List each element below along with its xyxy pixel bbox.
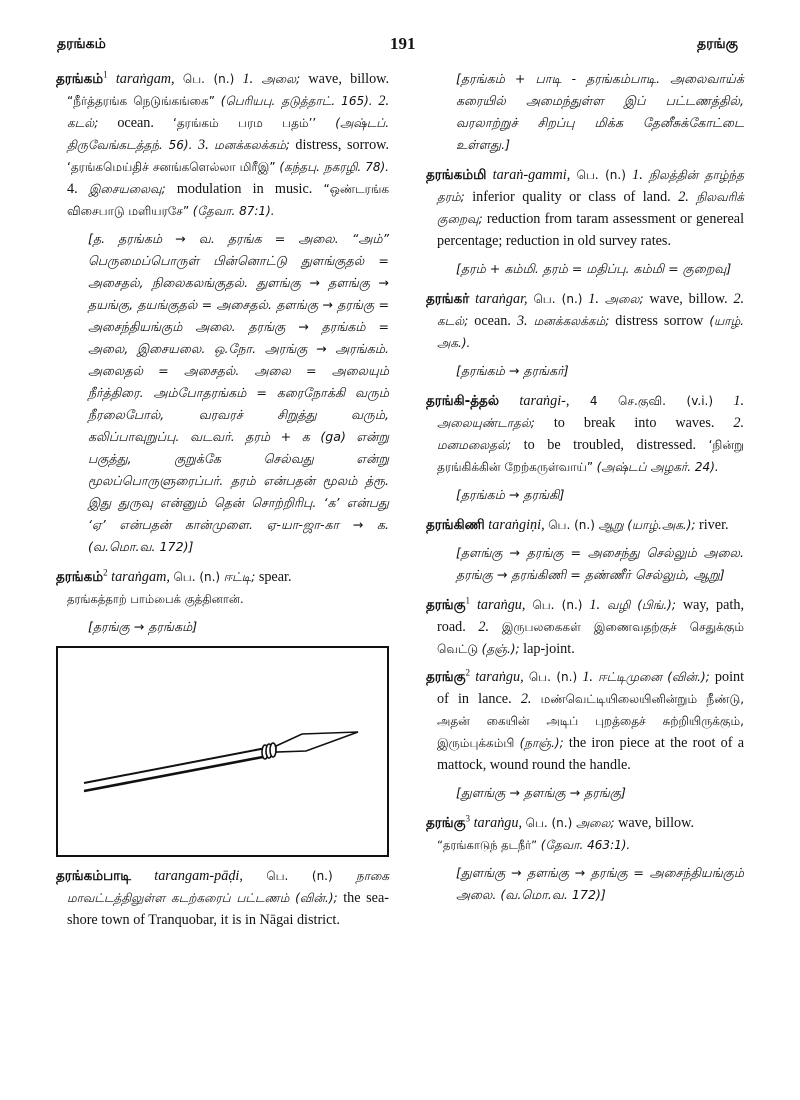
homonym-number: 1 [103,69,108,80]
citation: (யாழ். அக.). [437,314,745,350]
etymology-note: [துளங்கு → தளங்கு → தரங்கு] [456,785,626,800]
right-guideword: தரங்கு [697,36,738,52]
transliteration: taraṅgu, [473,815,523,831]
citation: (அஷ்டப் அழகர். 24). [596,460,719,474]
english-meaning: modulation in music. [176,181,313,197]
quotation-line [437,834,744,856]
tamil-meaning: மனக்கலக்கம்; [214,138,290,152]
dictionary-entry [56,566,389,610]
citation: (அஷ்டப். திருவேங்கடத்தந். 56). [67,116,390,152]
sense-number: 4. [67,181,78,197]
left-column [56,68,389,937]
english-meaning: wave, billow. [618,815,694,831]
tamil-meaning: அலை; [604,292,644,306]
dictionary-entry [426,514,744,536]
spear-figure [56,646,389,857]
tamil-meaning: அலை; [575,816,615,830]
dictionary-entry [426,666,744,776]
sense-number: 1. [589,597,601,613]
headword: தரங்கர் [426,291,470,307]
transliteration: taraṅgu, [475,669,524,685]
citation: (பிங்.); [637,598,676,612]
english-meaning: ocean. [117,115,154,131]
etymology-note: [துளங்கு → தளங்கு → தரங்கு = அசைந்தியங்கும் அலை. (வ.மொ.வ. 172)] [456,865,744,902]
etymology-note: [தரங்கம் + பாடி - தரங்கம்பாடி. அலைவாய்க் கரையில் அமைந்துள்ள இப் பட்டணத்தில், வரலாற்றுச் சிறப்பு மிக்க தேனீசுக்கோட்டை உள்ளது.] [456,71,744,152]
tamil-meaning: அலையுண்டாதல்; [437,416,535,430]
part-of-speech: பெ. (n.) [173,570,221,584]
english-meaning: to break into waves. [553,415,715,431]
headword: தரங்கம்மி [426,167,487,183]
headword: தரங்கு [426,815,466,831]
sense-number: 2. [733,415,745,431]
part-of-speech: பெ. (n.) [532,598,583,612]
headword: தரங்கு [426,597,466,613]
sense-number: 1. [588,291,599,307]
transliteration: taraṅ-gammi, [492,167,571,183]
etymology-note: [தரங்கம் → தரங்கி] [456,487,565,502]
english-meaning: lap-joint. [523,641,575,657]
etymology-note: [த. தரங்கம் → வ. தரங்க = அலை. “அம்” பெருமைப்பொருள் பின்னொட்டு துளங்குதல் = அசைதல், நிலைகலங்குதல். துளங்கு → தளங்கு → தயங்கு, தயங்குதல் = அசைதல். தளங்கு → தரங்கு = அசைந்தியங்கும் அலை. தரங்கு → தரங்கம் = அலை, இசையலை. ஒ.நோ. அரங்கு → அரங்கம். அலைதல் = அசைதல். அலை = அலையும் நீர்த்திரை. அம்போதரங்கம் = கரைநோக்கி வரும் நீரலைபோல், வரவரச் சிறுத்து வரும், கலிப்பாவுறுப்பு. வடவர். தரம் + க (ga) என்று பகுத்து, குறுக்கே செல்வது என்று மூலப்பொருளுரைப்பர். தரம் என்பதன் மூலம் த்ரூ. இது துருவு என்னும் தென் சொற்றிரிபு. ‘க’ என்பது ‘ஏ’ என்பதன் கான்முளை. ஏ-யா-ஜா-கா → க. (வ.மொ.வ. 172)] [88,231,389,554]
transliteration: taraṅgam, [111,569,170,585]
english-meaning: way, path, road. [437,597,744,635]
sense-number: 2. [733,291,745,307]
spear-shaft-top [84,748,266,783]
tamil-meaning: வழி [606,598,631,612]
tamil-meaning: அலை; [261,72,301,86]
citation: (தஞ்.); [481,642,520,656]
tamil-meaning: மனமலைதல்; [437,438,512,452]
english-meaning: reduction from taram assessment or genereal percentage; reduction in old survey rates. [437,211,745,249]
tamil-meaning: நிலவரிக் குறைவு; [437,190,745,226]
etymology-note: [தரங்கம் → தரங்கர்] [456,363,569,378]
dictionary-entry [56,865,389,931]
dictionary-entry [426,812,744,856]
dictionary-entry [426,594,744,660]
transliteration: taraṅgi-, [519,393,570,409]
sense-number: 3. [197,137,209,153]
part-of-speech: பெ. (n.) [525,816,573,830]
etymology-note: [தரம் + கம்மி. தரம் = மதிப்பு. கம்மி = குறைவு] [456,261,732,276]
sense-number: 1. [242,71,254,87]
headword: தரங்கம்பாடி [56,868,131,884]
page-header [0,36,800,60]
homonym-number: 2 [103,567,108,578]
dictionary-entry [426,288,744,354]
sense-number: 2. [520,691,532,707]
citation: (பெரியபு. தடுத்தாட். 165). [220,94,373,108]
part-of-speech: 4 செ.குவி. (v.i.) [589,394,714,408]
tamil-meaning: மண்வெட்டியிலையினின்றும் நீண்டு, அதன் கையின் அடிப் புறத்தைச் சுற்றியிருக்கும், இரும்புக்கம்பி [437,692,745,750]
quotation: ‘தரங்கம் பரம பதம்’’ [173,116,317,130]
left-guideword: தரங்கம் [57,36,106,52]
page-number: 191 [390,34,416,53]
homonym-number: 1 [465,595,471,606]
dictionary-entry [426,390,744,478]
sense-number: 1. [632,167,643,183]
english-meaning: the sea-shore town of Tranquobar, it is in Nāgai district. [67,890,390,928]
tamil-meaning: ஈட்டி; [223,570,256,584]
quotation: “ஒண்டரங்க விசைபாடு மளியரசே” [67,182,390,218]
sense-number: 2. [678,189,689,205]
citation: (யாழ்.அக.); [627,518,696,532]
transliteration: taraṅgar, [475,291,528,307]
english-meaning: ocean. [474,313,511,329]
tamil-meaning: நாகை மாவட்டத்திலுள்ள கடற்கரைப் பட்டணம் [67,869,389,905]
sense-number: 1. [733,393,745,409]
english-meaning: distress sorrow [615,313,704,329]
citation: (தேவா. 87:1). [192,204,275,218]
part-of-speech: பெ. (n.) [576,168,626,182]
usage-example: தரங்கத்தாற் பாம்பைக் குத்தினான். [67,592,244,606]
english-meaning: wave, billow. [649,291,728,307]
right-column [426,68,744,914]
quotation: ‘நின்று தரங்கிக்கின் றேற்கருள்வாய்” [437,438,744,474]
spear-binding [262,743,276,759]
part-of-speech: பெ. (n.) [182,72,235,86]
tamil-meaning: இருபலகைகள் இணைவதற்குச் செதுக்கும் வெட்டு [437,620,745,656]
citation: (வின்.); [667,670,710,684]
headword: தரங்கம் [56,71,104,87]
tamil-meaning: நிலத்தின் தாழ்ந்த தரம்; [437,168,745,204]
english-meaning: to be troubled, distressed. [523,437,697,453]
part-of-speech: பெ. (n.) [528,670,578,684]
tamil-meaning: மனக்கலக்கம்; [533,314,610,328]
tamil-meaning: ஆறு [598,518,624,532]
citation: (தேவா. 463:1). [540,838,631,852]
part-of-speech: பெ. (n.) [548,518,595,532]
transliteration: taraṅgu, [476,597,526,613]
part-of-speech: பெ. (n.) [266,869,333,883]
tamil-meaning: கடல்; [437,314,469,328]
headword: தரங்கம் [56,569,104,585]
headword: தரங்கி-த்தல் [426,393,500,409]
transliteration: taraṅgam, [115,71,175,87]
sense-number: 2. [378,93,389,109]
part-of-speech: பெ. (n.) [533,292,583,306]
english-meaning: distress, sorrow. [295,137,390,153]
tamil-meaning: இசையலைவு; [88,182,166,196]
headword: தரங்கிணி [426,517,485,533]
citation: (கந்தபு. நகரழி. 78). [279,160,389,174]
sense-number: 1. [582,669,593,685]
homonym-number: 2 [465,667,471,678]
quotation: “தரங்காடுந் தடநீர்” [437,838,538,852]
spear-shaft-bottom [84,756,268,791]
english-meaning: river. [699,517,729,533]
transliteration: taraṅgiṇi, [488,517,545,533]
sense-number: 2. [478,619,490,635]
english-meaning: spear. [258,569,292,585]
quotation: “நீர்த்தரங்க நெடுங்கங்கை” [67,94,215,108]
english-meaning: wave, billow. [308,71,390,87]
english-meaning: inferior quality or class of land. [472,189,671,205]
english-meaning: point of in lance. [437,669,745,707]
spear-head [276,732,358,752]
etymology-note: [தரங்கு → தரங்கம்] [88,619,198,634]
tamil-meaning: ஈட்டிமுனை [598,670,663,684]
english-meaning: the iron piece at the root of a mattock, wound round the handle. [437,735,745,773]
tamil-meaning: கடல்; [67,116,99,130]
dictionary-entry [56,68,389,222]
homonym-number: 3 [465,813,471,824]
citation: (வின்.); [295,891,338,905]
spear-illustration-icon [58,648,387,855]
sense-number: 3. [516,313,528,329]
dictionary-entry [426,164,744,252]
citation: (நாஞ்.); [519,736,564,750]
headword: தரங்கு [426,669,466,685]
quotation: ‘தரங்கமெய்திச் சனங்களெல்லா மிரீஇ” [67,160,276,174]
etymology-note: [தளங்கு → தரங்கு = அசைந்து செல்லும் அலை. தரங்கு → தரங்கிணி = தண்ணீர் செல்லும், ஆறு] [456,545,744,582]
transliteration: tarangam-pāḍi, [154,868,243,884]
